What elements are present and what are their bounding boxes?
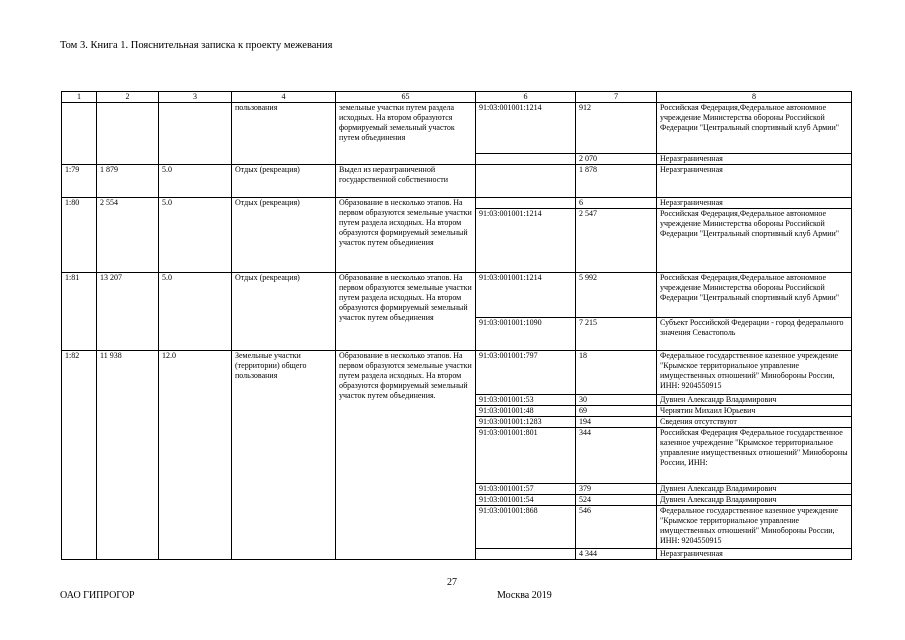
cell-cadastral: [476, 165, 576, 198]
column-header: 8: [657, 92, 852, 103]
cell-use: пользования: [232, 103, 336, 165]
cell-part-area: 5 992: [576, 273, 657, 318]
cell-area: 13 207: [97, 273, 159, 351]
cell-number: 1:81: [62, 273, 97, 351]
cell-code: 5.0: [159, 273, 232, 351]
cell-cadastral: 91:03:001001:797: [476, 351, 576, 395]
column-header: 1: [62, 92, 97, 103]
cell-number: 1:80: [62, 198, 97, 273]
cell-part-area: 524: [576, 495, 657, 506]
cell-area: 11 938: [97, 351, 159, 560]
cell-part-area: 1 878: [576, 165, 657, 198]
cell-code: 12.0: [159, 351, 232, 560]
cell-cadastral: 91:03:001001:53: [476, 395, 576, 406]
cell-cadastral: [476, 549, 576, 560]
cell-cadastral: 91:03:001001:1283: [476, 417, 576, 428]
cell-part-area: 18: [576, 351, 657, 395]
cell-owner: Неразграниченная: [657, 165, 852, 198]
table-row: [62, 198, 852, 209]
cell-method: Выдел из неразграниченной государственной собственности: [336, 165, 476, 198]
cell-owner: Дувнен Александр Владимирович: [657, 495, 852, 506]
table-row: [62, 351, 852, 395]
column-header: 6: [476, 92, 576, 103]
table-row: [62, 273, 852, 318]
cell-owner: Дувнен Александр Владимирович: [657, 484, 852, 495]
cell-cadastral: 91:03:001001:868: [476, 506, 576, 549]
cell-owner: Российская Федерация,Федеральное автономное учреждение Министерства обороны Российской Федерации "Центральный спортивный клуб Армии": [657, 209, 852, 273]
cell-owner: Российская Федерация,Федеральное автономное учреждение Министерства обороны Российской Федерации "Центральный спортивный клуб Армии": [657, 103, 852, 154]
cell-part-area: 6: [576, 198, 657, 209]
cell-part-area: 30: [576, 395, 657, 406]
cell-owner: Российская Федерация,Федеральное автономное учреждение Министерства обороны Российской Федерации "Центральный спортивный клуб Армии": [657, 273, 852, 318]
cell-use: Отдых (рекреация): [232, 165, 336, 198]
cell-part-area: 546: [576, 506, 657, 549]
cell-part-area: 194: [576, 417, 657, 428]
cell-owner: Сведения отсутствуют: [657, 417, 852, 428]
cell-use: Отдых (рекреация): [232, 273, 336, 351]
cell-cadastral: 91:03:001001:1214: [476, 209, 576, 273]
cell-cadastral: 91:03:001001:57: [476, 484, 576, 495]
cell-code: 5.0: [159, 198, 232, 273]
cell-area: [97, 103, 159, 165]
cell-part-area: 2 070: [576, 154, 657, 165]
table-row: [62, 165, 852, 198]
footer-city-year: Москва 2019: [497, 590, 552, 601]
cell-number: [62, 103, 97, 165]
cell-cadastral: 91:03:001001:1214: [476, 103, 576, 154]
cell-owner: Неразграниченная: [657, 154, 852, 165]
column-header: 4: [232, 92, 336, 103]
cell-owner: Неразграниченная: [657, 198, 852, 209]
cell-number: 1:79: [62, 165, 97, 198]
cell-cadastral: [476, 198, 576, 209]
cell-cadastral: 91:03:001001:48: [476, 406, 576, 417]
page-header: Том 3. Книга 1. Пояснительная записка к проекту межевания: [60, 40, 333, 51]
cell-cadastral: 91:03:001001:801: [476, 428, 576, 484]
cell-owner: Российская Федерация Федеральное государственное казенное учреждение "Крымское территориальное управление имущественных отношений" Минобороны России, ИНН:: [657, 428, 852, 484]
column-header: 7: [576, 92, 657, 103]
footer-organization: ОАО ГИПРОГОР: [60, 590, 135, 601]
cell-owner: Федеральное государственное казенное учреждение "Крымское территориальное управление имущественных отношений" Минобороны России, ИНН: 9204550915: [657, 506, 852, 549]
cell-part-area: 344: [576, 428, 657, 484]
cell-use: Отдых (рекреация): [232, 198, 336, 273]
table-row: [62, 103, 852, 154]
cell-use: Земельные участки (территории) общего пользования: [232, 351, 336, 560]
column-header: 2: [97, 92, 159, 103]
cell-owner: Неразграниченная: [657, 549, 852, 560]
cell-cadastral: 91:03:001001:1090: [476, 318, 576, 351]
page-number: 27: [447, 577, 457, 588]
cell-owner: Дувнен Александр Владимирович: [657, 395, 852, 406]
cell-part-area: 69: [576, 406, 657, 417]
cell-owner: Федеральное государственное казенное учреждение "Крымское территориальное управление имущественных отношений" Минобороны России, ИНН: 9204550915: [657, 351, 852, 395]
cell-cadastral: [476, 154, 576, 165]
cell-owner: Чернятин Михаил Юрьевич: [657, 406, 852, 417]
cell-number: 1:82: [62, 351, 97, 560]
cell-code: 5.0: [159, 165, 232, 198]
land-plots-table: [61, 91, 852, 560]
cell-method: Образование в несколько этапов. На первом образуются земельные участки путем раздела исходных. На втором образуются формируемый земельный участок путем объединения: [336, 273, 476, 351]
cell-owner: Субъект Российской Федерации - город федерального значения Севастополь: [657, 318, 852, 351]
cell-method: Образование в несколько этапов. На первом образуются земельные участки путем раздела исходных. На втором образуются формируемый земельный участок путем объединения.: [336, 351, 476, 560]
column-header: 65: [336, 92, 476, 103]
cell-method: земельные участки путем раздела исходных. На втором образуются формируемый земельный участок путем объединения: [336, 103, 476, 165]
column-header: 3: [159, 92, 232, 103]
table-header-row: [62, 92, 852, 103]
cell-cadastral: 91:03:001001:1214: [476, 273, 576, 318]
cell-method: Образование в несколько этапов. На первом образуются земельные участки путем раздела исходных. На втором образуются формируемый земельный участок путем объединения: [336, 198, 476, 273]
cell-cadastral: 91:03:001001:54: [476, 495, 576, 506]
cell-part-area: 7 215: [576, 318, 657, 351]
cell-part-area: 2 547: [576, 209, 657, 273]
cell-part-area: 4 344: [576, 549, 657, 560]
cell-area: 1 879: [97, 165, 159, 198]
cell-part-area: 379: [576, 484, 657, 495]
cell-part-area: 912: [576, 103, 657, 154]
cell-area: 2 554: [97, 198, 159, 273]
cell-code: [159, 103, 232, 165]
